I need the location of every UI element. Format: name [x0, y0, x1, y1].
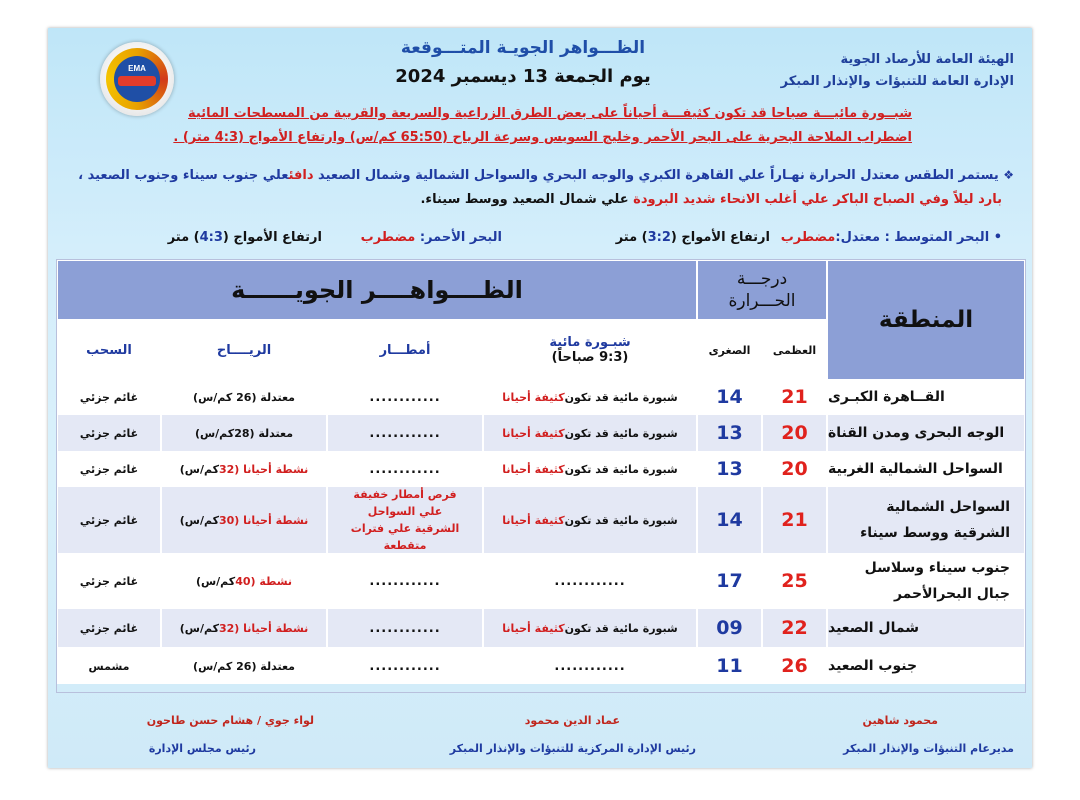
med-waves-value: 3:2	[647, 230, 671, 245]
wind-header: الريــــاح	[161, 320, 327, 380]
forecast-table	[56, 259, 1026, 693]
wind-cell: معتدلة (28كم/س)	[161, 414, 327, 452]
rain-header: أمطـــار	[327, 320, 483, 380]
region-cell: الوجه البحرى ومدن القناة	[827, 414, 1025, 452]
wind-active-text: نشطة أحيانا (32	[218, 462, 309, 476]
summary-text-end: علي شمال الصعيد ووسط سيناء.	[420, 192, 634, 207]
fog-cell: ............	[483, 554, 697, 608]
red-waves-value: 4:3	[199, 230, 223, 245]
rain-cell: ............	[327, 648, 483, 684]
wind-cell	[161, 452, 327, 486]
region-cell: جنوب سيناء وسلاسل جبال البحرالأحمر	[827, 554, 1025, 608]
red-waves-unit: ) متر	[167, 230, 200, 245]
red-sea-label: البحر الأحمر:	[419, 230, 502, 245]
wind-cell	[161, 608, 327, 648]
fog-label: شبـورة مائية	[549, 335, 631, 350]
cloud-cell: غائم جزئي	[57, 554, 161, 608]
min-temp-cell: 17	[697, 554, 762, 608]
cloud-cell: غائم جزئي	[57, 414, 161, 452]
forecast-page	[48, 28, 1032, 768]
wind-cell	[161, 486, 327, 554]
fog-dense-text: كثيفة أحيانا	[502, 513, 565, 527]
fog-text: شبورة مائية قد تكون	[564, 462, 678, 476]
summary-line-1	[64, 168, 1014, 183]
red-sea-status	[361, 230, 502, 245]
rain-cell: فرص أمطار خفيفة علي السواحل الشرقية علي فترات متقطعة	[327, 486, 483, 554]
cloud-cell: مشمس	[57, 648, 161, 684]
med-sea-label: البحر المتوسط : معتدل:	[835, 230, 990, 245]
max-temp-cell: 22	[762, 608, 827, 648]
max-header: العظمى	[762, 320, 827, 380]
min-temp-cell: 13	[697, 414, 762, 452]
cloud-cell: غائم جزئي	[57, 608, 161, 648]
fog-cell	[483, 380, 697, 414]
signature-left-name: لواء جوي / هشام حسن طاحون	[146, 714, 314, 727]
wind-active-text: نشطة (40	[235, 574, 293, 588]
signature-right-name: محمود شاهين	[862, 714, 938, 727]
ema-logo	[100, 42, 174, 116]
signature-right-title: مديرعام التنبؤات والإنذار المبكر	[843, 742, 1014, 755]
max-temp-cell: 26	[762, 648, 827, 684]
temperature-header: درجـــة الحـــرارة	[697, 260, 827, 320]
fog-text: شبورة مائية قد تكون	[564, 426, 678, 440]
summary-very-cold: شديد البرودة	[633, 192, 716, 207]
red-sea-waves	[168, 230, 322, 245]
cloud-header: السحب	[57, 320, 161, 380]
rain-cell: ............	[327, 608, 483, 648]
wind-unit-text: كم/س)	[179, 621, 219, 635]
region-cell: السواحل الشمالية الشرقية ووسط سيناء	[827, 486, 1025, 554]
summary-text-c: علي جنوب سيناء وجنوب الصعيد ،	[78, 168, 289, 183]
region-header: المنطقة	[827, 260, 1025, 380]
min-temp-cell: 14	[697, 380, 762, 414]
max-temp-cell: 21	[762, 486, 827, 554]
signature-left-title: رئيس مجلس الإدارة	[148, 742, 256, 755]
min-temp-cell: 11	[697, 648, 762, 684]
region-cell: شمال الصعيد	[827, 608, 1025, 648]
wind-unit-text: كم/س)	[195, 574, 236, 588]
wind-active-text: نشطة أحيانا (32	[218, 621, 309, 635]
warning-fog: شبــورة مائيـــة صباحا قد تكون كثيفـــة أحياناً على بعض الطرق الزراعية والسريعة والقريبة من المسطحات المائية	[188, 106, 912, 121]
org-name: الهيئة العامة للأرصاد الجوية	[840, 52, 1014, 67]
fog-cell	[483, 414, 697, 452]
max-temp-cell: 21	[762, 380, 827, 414]
cloud-cell: غائم جزئي	[57, 380, 161, 414]
warning-navigation: اضطراب الملاحة البحرية على البحر الأحمر وخليج السويس وسرعة الرياح (65:50 كم/س) وارتفاع الأمواج (4:3 متر) .	[173, 130, 912, 145]
red-sea-state: مضطرب	[360, 230, 416, 245]
fog-cell	[483, 486, 697, 554]
region-cell: القــاهرة الكبـرى	[827, 380, 1025, 414]
wind-active-text: نشطة أحيانا (30	[218, 513, 309, 527]
summary-text-a: يستمر الطقس معتدل الحرارة نهـاراً علي القاهرة الكبري والوجه البحري والسواحل الشمالية وشمال الصعيد	[313, 168, 999, 183]
rain-cell: ............	[327, 414, 483, 452]
logo-text: EMA	[128, 64, 146, 73]
cloud-cell: غائم جزئي	[57, 486, 161, 554]
fog-cell	[483, 608, 697, 648]
summary-text-cold: بارد ليلاً وفي الصباح الباكر علي أغلب الانحاء	[715, 192, 1002, 207]
med-sea-state: مضطرب	[780, 230, 836, 245]
rain-cell: ............	[327, 380, 483, 414]
wind-cell	[161, 554, 327, 608]
min-temp-cell: 14	[697, 486, 762, 554]
page-title: الظـــواهر الجويـة المتـــوقعة	[400, 38, 646, 58]
wind-unit-text: كم/س)	[179, 513, 219, 527]
forecast-date: يوم الجمعة 13 ديسمبر 2024	[395, 66, 651, 87]
phenomena-header: الظــــواهــــر الجويــــــة	[57, 260, 697, 320]
fog-cell	[483, 452, 697, 486]
wind-cell: معتدلة (26 كم/س)	[161, 380, 327, 414]
med-sea-waves	[616, 230, 770, 245]
fog-header	[483, 320, 697, 380]
rain-cell: ............	[327, 554, 483, 608]
fog-dense-text: كثيفة أحيانا	[502, 390, 565, 404]
fog-dense-text: كثيفة أحيانا	[502, 426, 565, 440]
red-waves-label: ارتفاع الأمواج (	[222, 230, 322, 245]
wind-cell: معتدلة (26 كم/س)	[161, 648, 327, 684]
region-cell: جنوب الصعيد	[827, 648, 1025, 684]
org-department: الإدارة العامة للتنبؤات والإنذار المبكر	[780, 74, 1014, 89]
fog-dense-text: كثيفة أحيانا	[502, 621, 565, 635]
fog-text: شبورة مائية قد تكون	[564, 621, 678, 635]
fog-dense-text: كثيفة أحيانا	[502, 462, 565, 476]
min-header: الصغرى	[697, 320, 762, 380]
cloud-cell: غائم جزئي	[57, 452, 161, 486]
wind-unit-text: كم/س)	[179, 462, 219, 476]
fog-text: شبورة مائية قد تكون	[564, 390, 678, 404]
bullet-dot-icon: •	[993, 230, 1002, 245]
max-temp-cell: 25	[762, 554, 827, 608]
summary-line-2	[52, 192, 1002, 207]
min-temp-cell: 09	[697, 608, 762, 648]
med-sea-status	[781, 230, 1002, 245]
signature-center-title: رئيس الإدارة المركزية للتنبؤات والإنذار المبكر	[449, 742, 696, 755]
med-waves-label: ارتفاع الأمواج (	[670, 230, 770, 245]
region-cell: السواحل الشمالية الغربية	[827, 452, 1025, 486]
signature-center-name: عماد الدين محمود	[524, 714, 620, 727]
summary-warm: دافئ	[288, 168, 314, 183]
fog-text: شبورة مائية قد تكون	[564, 513, 678, 527]
diamond-bullet-icon: ❖	[1003, 168, 1014, 182]
fog-cell: ............	[483, 648, 697, 684]
min-temp-cell: 13	[697, 452, 762, 486]
rain-cell: ............	[327, 452, 483, 486]
med-waves-unit: ) متر	[615, 230, 648, 245]
max-temp-cell: 20	[762, 414, 827, 452]
fog-time: (9:3 صباحاً)	[551, 350, 629, 365]
max-temp-cell: 20	[762, 452, 827, 486]
